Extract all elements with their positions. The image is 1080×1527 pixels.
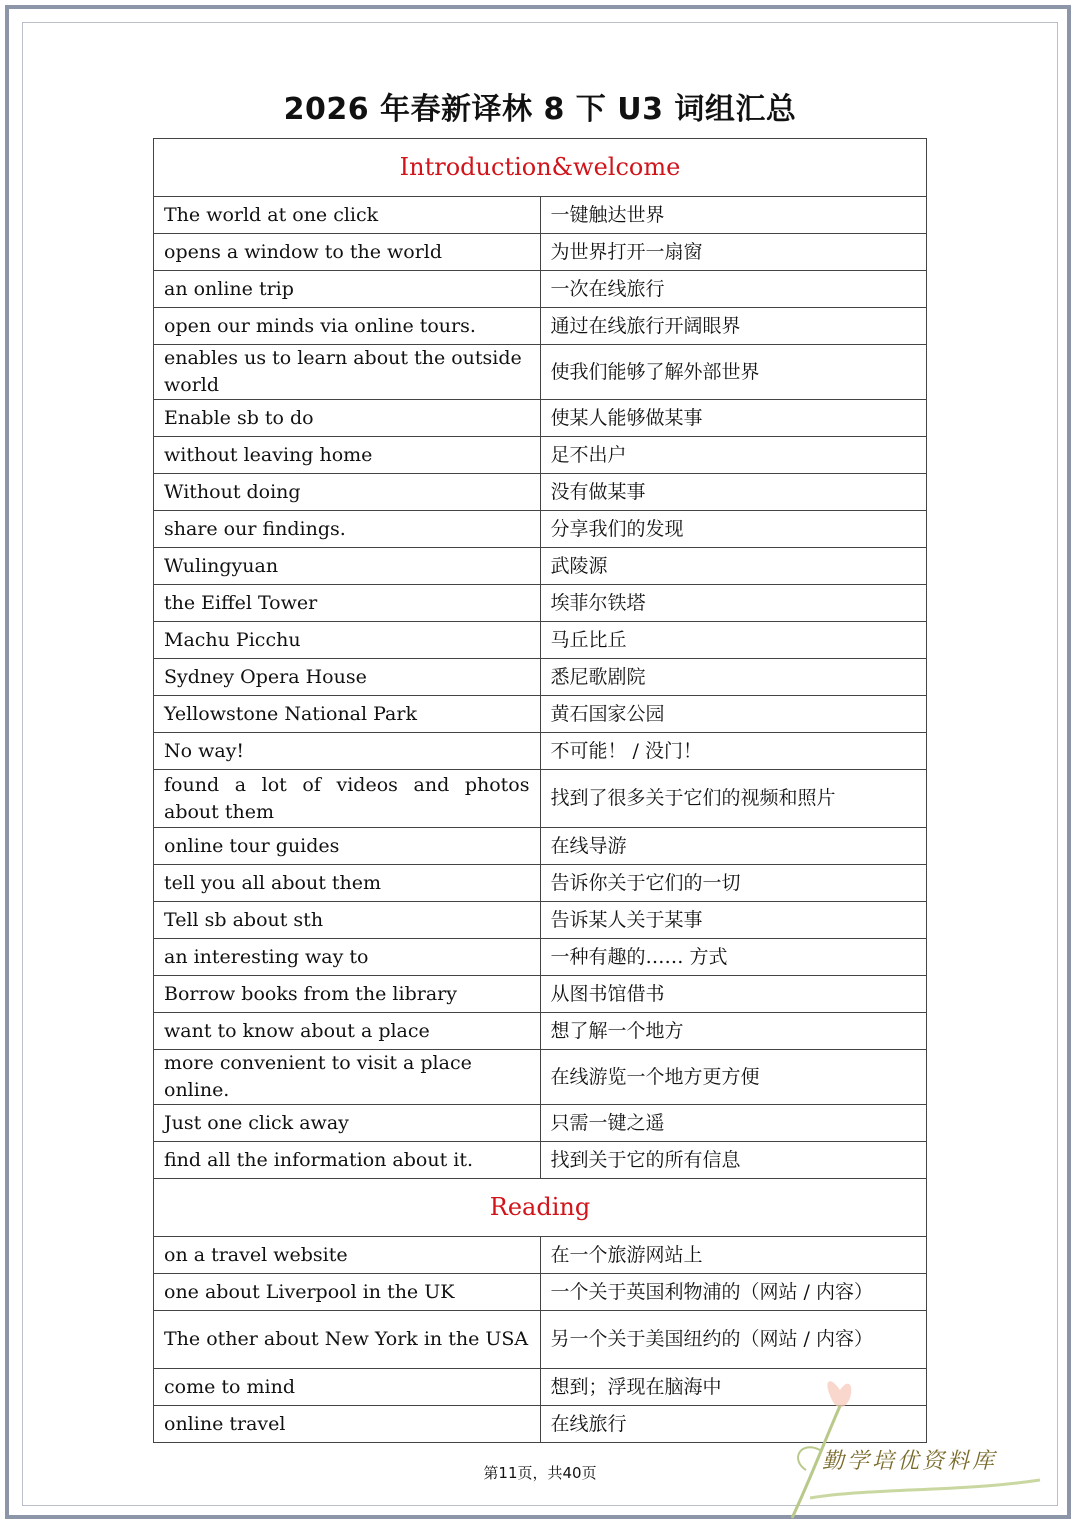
- english-phrase-cell: No way!: [154, 733, 541, 770]
- chinese-meaning-cell: 黄石国家公园: [540, 696, 927, 733]
- chinese-meaning-cell: 马丘比丘: [540, 622, 927, 659]
- table-row: [154, 400, 927, 437]
- english-phrase-cell: share our findings.: [154, 511, 541, 548]
- chinese-meaning-cell: 在一个旅游网站上: [540, 1237, 927, 1274]
- table-row: [154, 976, 927, 1013]
- english-phrase-cell: Machu Picchu: [154, 622, 541, 659]
- english-phrase-cell: opens a window to the world: [154, 234, 541, 271]
- table-row: [154, 585, 927, 622]
- english-phrase-cell: on a travel website: [154, 1237, 541, 1274]
- table-row: [154, 733, 927, 770]
- section-header-row: [154, 139, 927, 197]
- section-heading: Reading: [154, 1179, 927, 1237]
- english-phrase-cell: Enable sb to do: [154, 400, 541, 437]
- table-row: [154, 511, 927, 548]
- english-phrase-cell: Without doing: [154, 474, 541, 511]
- table-row: [154, 1013, 927, 1050]
- english-phrase-cell: come to mind: [154, 1369, 541, 1406]
- table-row: [154, 197, 927, 234]
- english-phrase-cell: Tell sb about sth: [154, 902, 541, 939]
- chinese-meaning-cell: 没有做某事: [540, 474, 927, 511]
- table-row: [154, 437, 927, 474]
- table-row: [154, 622, 927, 659]
- table-row: [154, 696, 927, 733]
- english-phrase-cell: online tour guides: [154, 828, 541, 865]
- chinese-meaning-cell: 找到了很多关于它们的视频和照片: [540, 770, 927, 828]
- chinese-meaning-cell: 在线游览一个地方更方便: [540, 1050, 927, 1105]
- table-row: [154, 1142, 927, 1179]
- table-row: [154, 308, 927, 345]
- chinese-meaning-cell: 一个关于英国利物浦的（网站 / 内容）: [540, 1274, 927, 1311]
- english-phrase-cell: find all the information about it.: [154, 1142, 541, 1179]
- chinese-meaning-cell: 只需一键之遥: [540, 1105, 927, 1142]
- watermark-text: 勤学培优资料库: [822, 1449, 998, 1474]
- table-row: [154, 234, 927, 271]
- chinese-meaning-cell: 分享我们的发现: [540, 511, 927, 548]
- chinese-meaning-cell: 找到关于它的所有信息: [540, 1142, 927, 1179]
- english-phrase-cell: Sydney Opera House: [154, 659, 541, 696]
- table-row: [154, 271, 927, 308]
- chinese-meaning-cell: 悉尼歌剧院: [540, 659, 927, 696]
- table-row: [154, 1237, 927, 1274]
- chinese-meaning-cell: 不可能！ / 没门！: [540, 733, 927, 770]
- table-row: [154, 1274, 927, 1311]
- english-phrase-cell: want to know about a place: [154, 1013, 541, 1050]
- chinese-meaning-cell: 足不出户: [540, 437, 927, 474]
- vocabulary-table: [153, 138, 927, 1443]
- chinese-meaning-cell: 埃菲尔铁塔: [540, 585, 927, 622]
- english-phrase-cell: an online trip: [154, 271, 541, 308]
- english-phrase-cell: The other about New York in the USA: [154, 1311, 541, 1369]
- section-heading: Introduction&welcome: [154, 139, 927, 197]
- chinese-meaning-cell: 想到；浮现在脑海中: [540, 1369, 927, 1406]
- table-row: [154, 659, 927, 696]
- english-phrase-cell: Borrow books from the library: [154, 976, 541, 1013]
- table-row: [154, 939, 927, 976]
- table-row: [154, 865, 927, 902]
- chinese-meaning-cell: 使某人能够做某事: [540, 400, 927, 437]
- english-phrase-cell: open our minds via online tours.: [154, 308, 541, 345]
- english-phrase-cell: Just one click away: [154, 1105, 541, 1142]
- english-phrase-cell: enables us to learn about the outside world: [154, 345, 541, 400]
- section-header-row: [154, 1179, 927, 1237]
- chinese-meaning-cell: 在线导游: [540, 828, 927, 865]
- chinese-meaning-cell: 通过在线旅行开阔眼界: [540, 308, 927, 345]
- chinese-meaning-cell: 一键触达世界: [540, 197, 927, 234]
- english-phrase-cell: found a lot of videos and photos about them: [154, 770, 541, 828]
- chinese-meaning-cell: 一种有趣的…… 方式: [540, 939, 927, 976]
- table-row: [154, 1050, 927, 1105]
- table-row: [154, 828, 927, 865]
- chinese-meaning-cell: 一次在线旅行: [540, 271, 927, 308]
- english-phrase-cell: one about Liverpool in the UK: [154, 1274, 541, 1311]
- chinese-meaning-cell: 告诉某人关于某事: [540, 902, 927, 939]
- chinese-meaning-cell: 想了解一个地方: [540, 1013, 927, 1050]
- table-row: [154, 1105, 927, 1142]
- chinese-meaning-cell: 武陵源: [540, 548, 927, 585]
- english-phrase-cell: Yellowstone National Park: [154, 696, 541, 733]
- table-row: [154, 474, 927, 511]
- table-row: [154, 1311, 927, 1369]
- chinese-meaning-cell: 从图书馆借书: [540, 976, 927, 1013]
- page-number: 第11页，共40页: [483, 1464, 597, 1482]
- english-phrase-cell: Wulingyuan: [154, 548, 541, 585]
- chinese-meaning-cell: 使我们能够了解外部世界: [540, 345, 927, 400]
- english-phrase-cell: an interesting way to: [154, 939, 541, 976]
- table-row: [154, 548, 927, 585]
- table-row: [154, 770, 927, 828]
- chinese-meaning-cell: 为世界打开一扇窗: [540, 234, 927, 271]
- table-row: [154, 345, 927, 400]
- table-row: [154, 902, 927, 939]
- page-title: 2026 年春新译林 8 下 U3 词组汇总: [283, 92, 797, 127]
- english-phrase-cell: more convenient to visit a place online.: [154, 1050, 541, 1105]
- english-phrase-cell: tell you all about them: [154, 865, 541, 902]
- chinese-meaning-cell: 在线旅行: [540, 1406, 927, 1443]
- english-phrase-cell: without leaving home: [154, 437, 541, 474]
- english-phrase-cell: online travel: [154, 1406, 541, 1443]
- english-phrase-cell: the Eiffel Tower: [154, 585, 541, 622]
- chinese-meaning-cell: 告诉你关于它们的一切: [540, 865, 927, 902]
- chinese-meaning-cell: 另一个关于美国纽约的（网站 / 内容）: [540, 1311, 927, 1369]
- english-phrase-cell: The world at one click: [154, 197, 541, 234]
